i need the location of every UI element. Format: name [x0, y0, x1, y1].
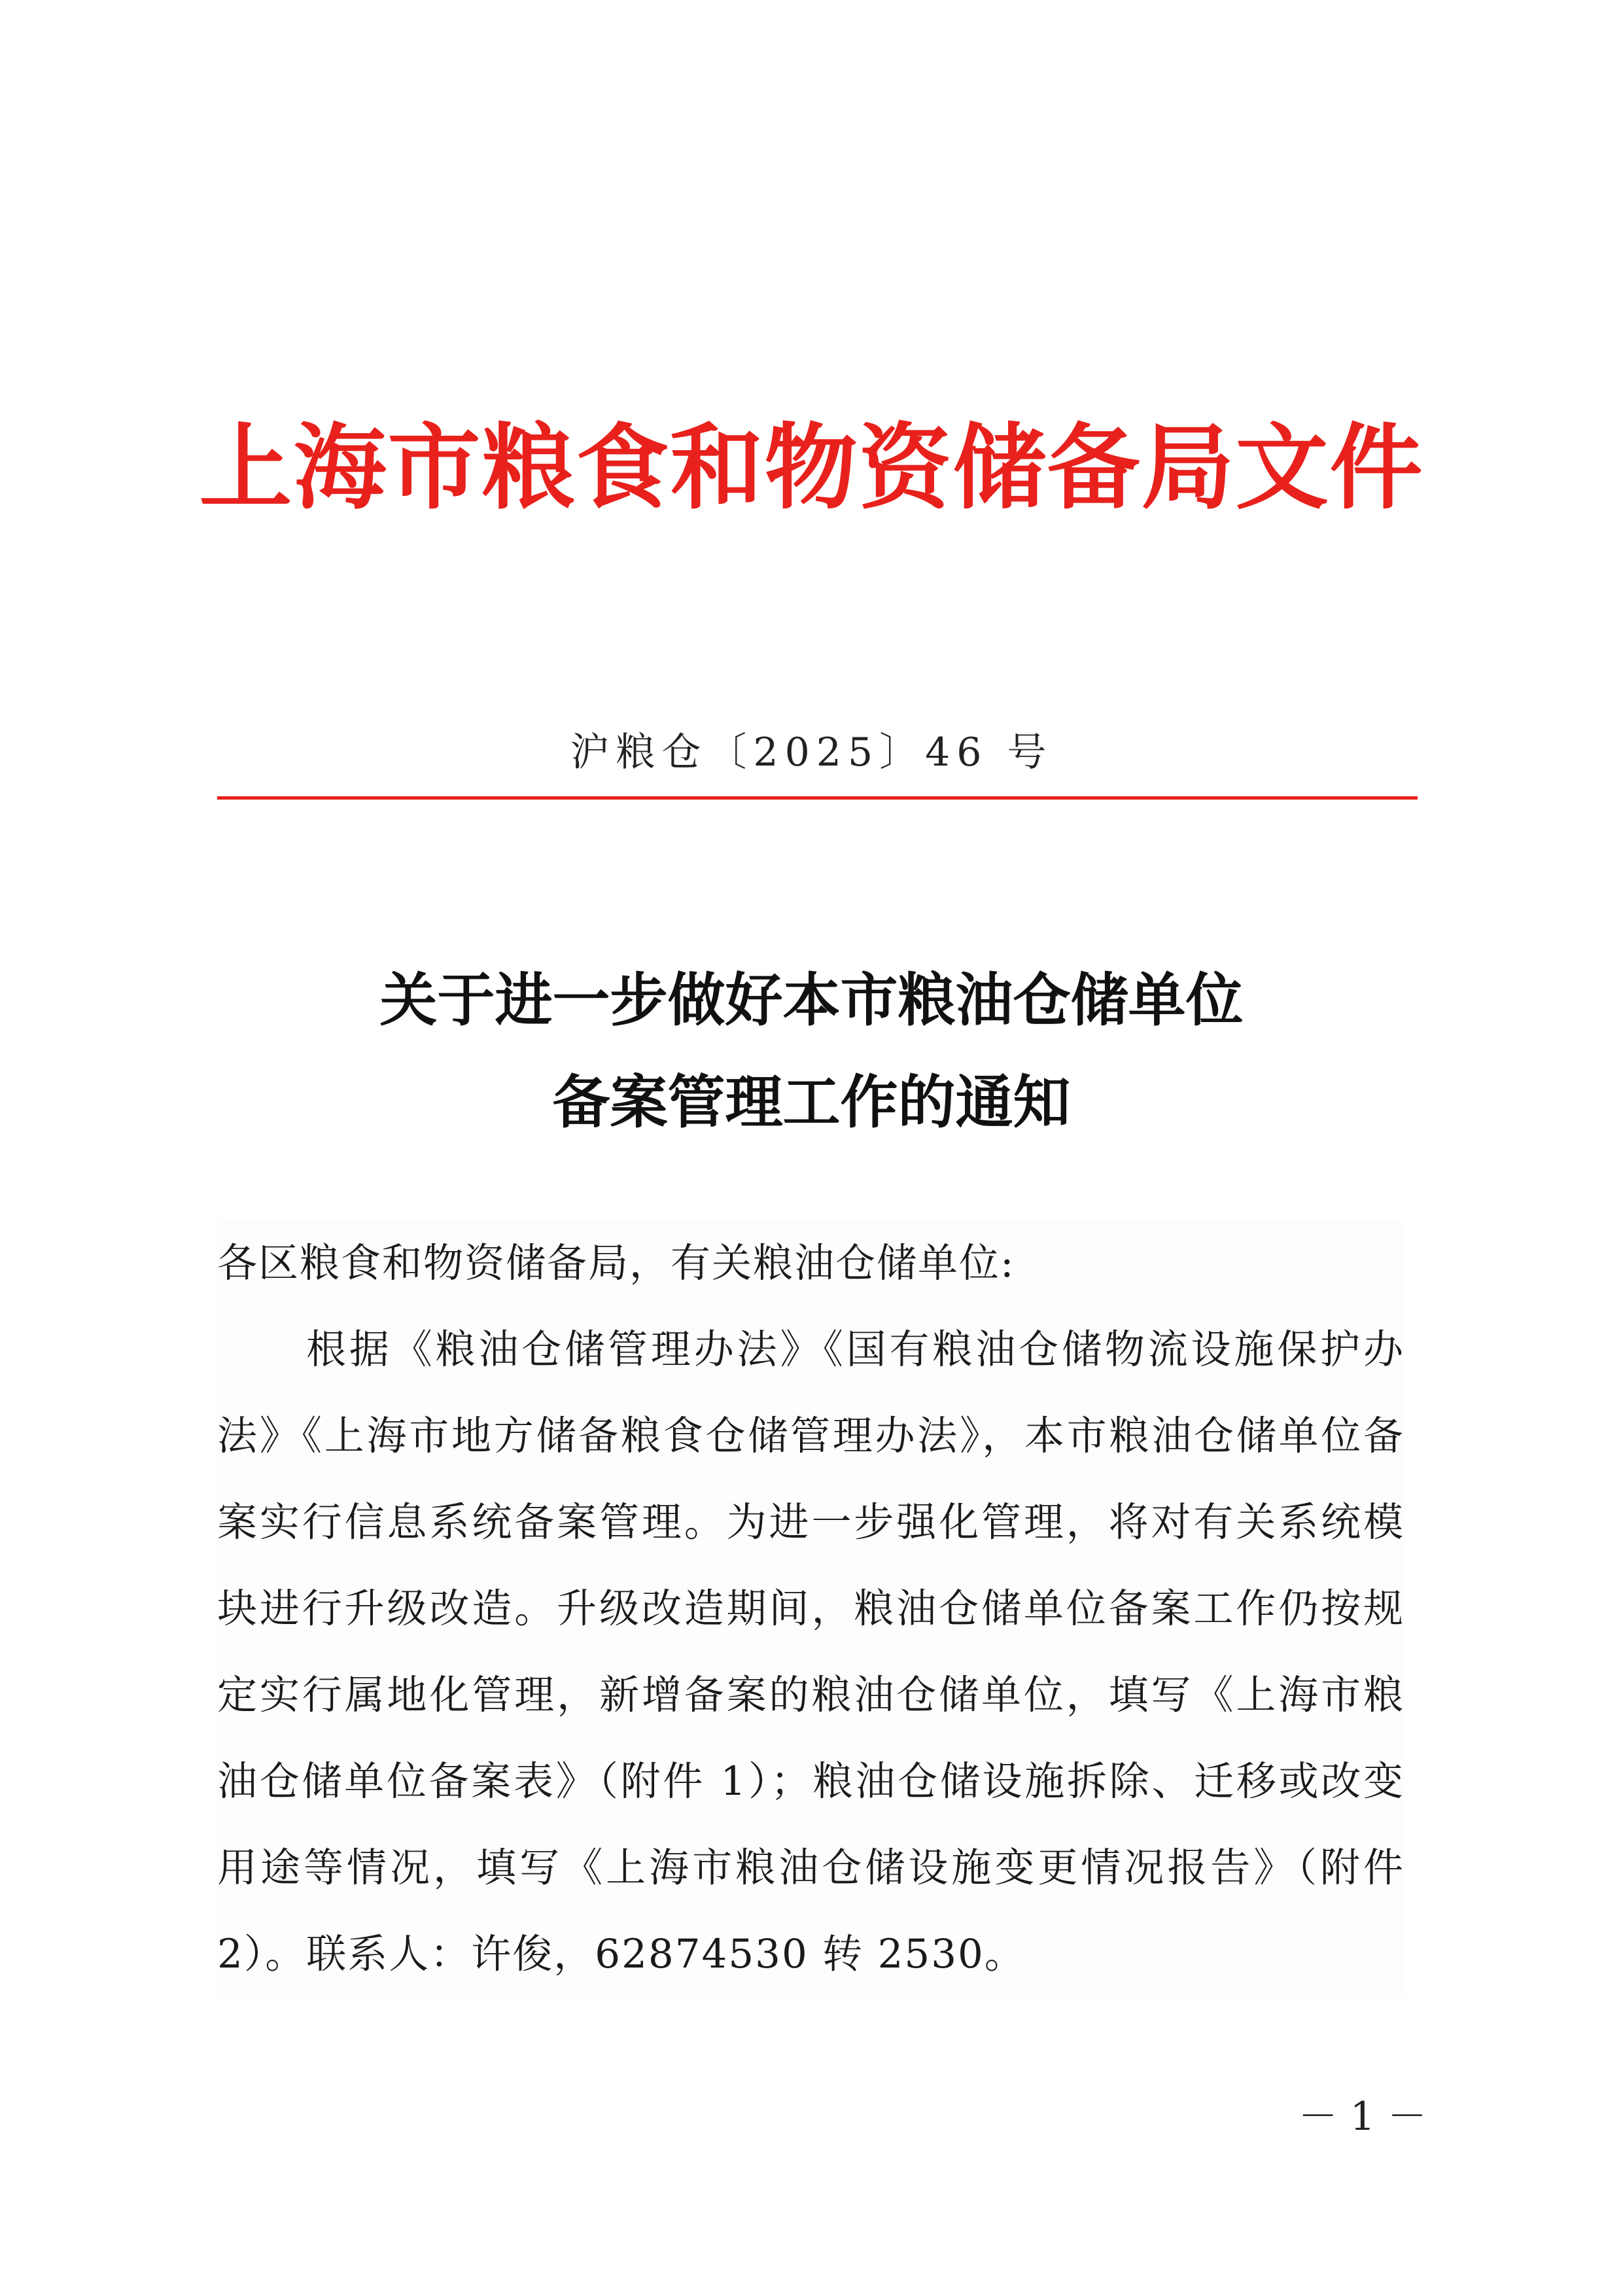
document-body [217, 1220, 1405, 1998]
document-title-line-2: 备案管理工作的通知 [552, 1068, 1071, 1136]
salutation: 各区粮食和物资储备局，有关粮油仓储单位: [217, 1240, 1015, 1286]
red-divider-line [217, 796, 1418, 800]
body-paragraph: 根据《粮油仓储管理办法》《国有粮油仓储物流设施保护办法》《上海市地方储备粮食仓储管理办法》，本市粮油仓储单位备案实行信息系统备案管理。为进一步强化管理，将对有关系统模块进行升级改造。升级改造期间，粮油仓储单位备案工作仍按规定实行属地化管理，新增备案的粮油仓储单位，填写《上海市粮油仓储单位备案表》（附件 1）；粮油仓储设施拆除、迁移或改变用途等情况，填写《上海市粮油仓储设施变更情况报告》（附件 2）。联系人：许俊，62874530 转 2530。 [217, 1326, 1405, 1977]
page-number: － 1 － [1298, 2094, 1427, 2140]
document-number: 沪粮仓〔2025〕46 号 [570, 730, 1053, 775]
document-title [0, 949, 1623, 1153]
document-title-line-1: 关于进一步做好本市粮油仓储单位 [379, 966, 1244, 1034]
document-masthead: 上海市粮食和物资储备局文件 [199, 414, 1424, 522]
